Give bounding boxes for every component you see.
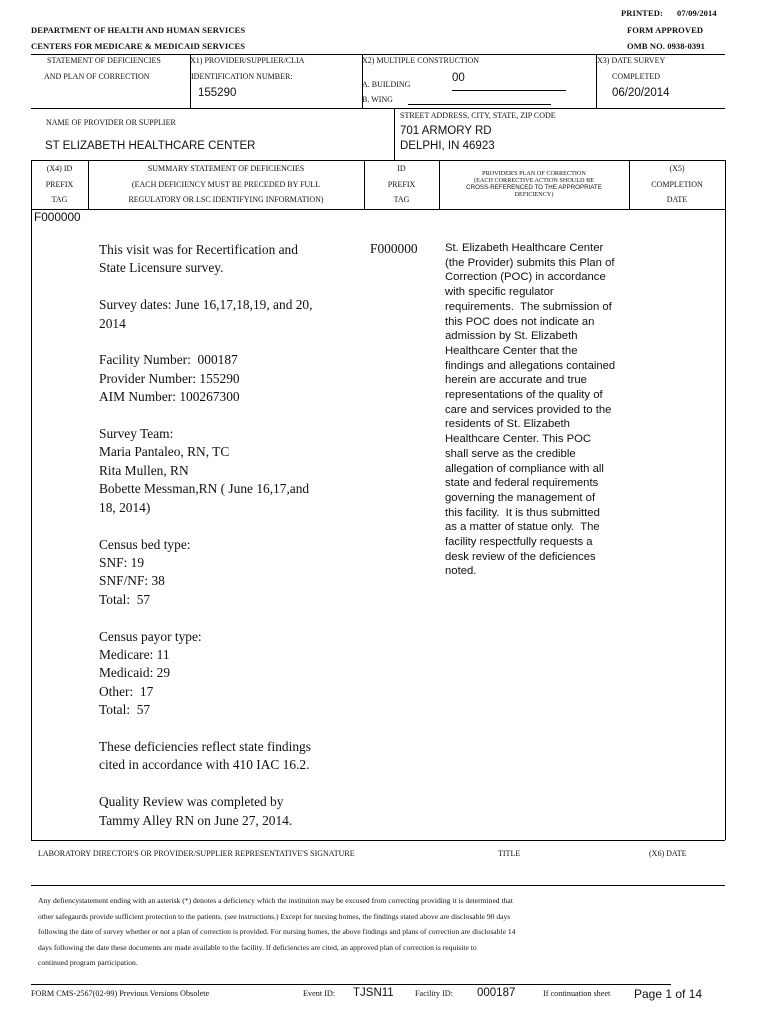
poc-line: St. Elizabeth Healthcare Center [445, 242, 604, 254]
poc-header-1: PROVIDER'S PLAN OF CORRECTION [482, 170, 586, 177]
poc-line: representations of the quality of [445, 389, 603, 402]
summary-line: This visit was for Recertification and [99, 242, 298, 257]
x3-label-2: COMPLETED [612, 72, 660, 81]
tag-right: F000000 [370, 241, 418, 256]
date-label: (X6) DATE [649, 849, 687, 858]
x5-header-3: DATE [666, 195, 688, 204]
summary-line: State Licensure survey. [99, 260, 224, 276]
poc-line: (the Provider) submits this Plan of [445, 256, 615, 269]
summary-statement [99, 241, 361, 830]
poc-line: this POC does not indicate an [445, 315, 595, 328]
poc-line: care and services provided to the [445, 403, 612, 416]
x5-header-2: COMPLETION [651, 180, 703, 189]
summary-line: Census bed type: [99, 536, 191, 552]
disclosure-notice [38, 893, 718, 971]
statement-label-1: STATEMENT OF DEFICIENCIES [47, 56, 161, 65]
summary-line [99, 278, 361, 296]
summary-line: Bobette Messman,RN ( June 16,17,and [99, 481, 310, 497]
summary-line: Facility Number: 000187 [99, 352, 238, 368]
poc-line: facility respectfully requests a [445, 536, 593, 549]
summary-line: cited in accordance with 410 IAC 16.2. [99, 757, 310, 773]
id-header-3: TAG [393, 195, 410, 204]
title-label: TITLE [498, 849, 521, 858]
poc-header-2: (EACH CORRECTIVE ACTION SHOULD BE [474, 177, 594, 184]
summary-header-3: REGULATORY OR LSC IDENTIFYING INFORMATION) [128, 195, 324, 204]
x1-label-1: X1) PROVIDER/SUPPLIER/CLIA [190, 56, 305, 65]
summary-line [99, 775, 361, 793]
summary-line: 18, 2014) [99, 499, 151, 515]
poc-line: with specific regulator [445, 286, 554, 299]
poc-line: this facility. It is thus submitted [445, 506, 600, 519]
summary-line: Survey dates: June 16,17,18,19, and 20, [99, 297, 313, 313]
poc-line: Correction (POC) in accordance [445, 271, 606, 284]
wing-label: B. WING [362, 95, 393, 104]
summary-line [99, 609, 361, 627]
statement-label-2: AND PLAN OF CORRECTION [44, 72, 150, 81]
summary-line [99, 720, 361, 738]
id-header-1: ID [397, 164, 406, 173]
x4-header-3: TAG [51, 195, 68, 204]
summary-line: Total: 57 [99, 702, 151, 718]
poc-header-3: CROSS-REFERENCED TO THE APPROPRIATE [466, 184, 602, 191]
notice-line: other safegaurds provide sufficient protection to the patients. (see instructions.) Except for nursing homes, the findings stated above are disclosable 90 days [38, 911, 511, 921]
poc-line: as a matter of statue only. The [445, 521, 600, 534]
summary-line: Census payor type: [99, 628, 202, 644]
x2-label: X2) MULTIPLE CONSTRUCTION [362, 56, 480, 65]
summary-line: Survey Team: [99, 426, 174, 442]
facility-id-value: 000187 [477, 987, 516, 999]
x3-label-1: X3) DATE SURVEY [597, 56, 666, 65]
plan-of-correction [445, 241, 630, 579]
poc-line: shall serve as the credible [445, 447, 576, 460]
summary-line: Rita Mullen, RN [99, 462, 189, 478]
page-number: Page 1 of 14 [634, 987, 703, 1001]
poc-line: admission by St. Elizabeth [445, 330, 578, 343]
summary-line: Medicaid: 29 [99, 665, 171, 681]
address-line-1: 701 ARMORY RD [400, 125, 492, 137]
survey-date-value: 06/20/2014 [612, 87, 670, 99]
signature-label: LABORATORY DIRECTOR'S OR PROVIDER/SUPPLIER REPRESENTATIVE'S SIGNATURE [38, 849, 355, 858]
summary-line: Total: 57 [99, 591, 151, 607]
printed-label: PRINTED: [621, 8, 663, 18]
notice-line: following the date of survey whether or not a plan of correction is provided. For nursing homes, the above findings and plans of correction are disclosable 14 [38, 927, 516, 936]
notice-line: continued program participation. [38, 958, 138, 967]
form-number: FORM CMS-2567(02-99) Previous Versions Obsolete [31, 989, 210, 998]
summary-line: Provider Number: 155290 [99, 370, 240, 386]
building-label: A. BUILDING [362, 80, 411, 89]
poc-line: requirements. The submission of [445, 300, 612, 313]
summary-line: Tammy Alley RN on June 27, 2014. [99, 812, 293, 828]
poc-line: governing the management of [445, 491, 596, 504]
provider-name-label: NAME OF PROVIDER OR SUPPLIER [46, 118, 176, 127]
poc-line: allegation of compliance with all [445, 462, 604, 475]
summary-line [99, 407, 361, 425]
printed-date: 07/09/2014 [677, 8, 717, 18]
omb-number: OMB NO. 0938-0391 [627, 41, 705, 51]
poc-header-4: DEFICIENCY) [514, 191, 554, 198]
address-label: STREET ADDRESS, CITY, STATE, ZIP CODE [400, 111, 556, 120]
multiple-construction-value: 00 [452, 72, 465, 84]
continuation-label: If continuation sheet [543, 989, 611, 998]
summary-line: 2014 [99, 315, 126, 331]
summary-line: Quality Review was completed by [99, 794, 284, 810]
summary-header-2: (EACH DEFICIENCY MUST BE PRECEDED BY FULL [131, 180, 321, 189]
event-id-value: TJSN11 [353, 987, 394, 999]
summary-line: Maria Pantaleo, RN, TC [99, 444, 230, 460]
poc-line: herein are accurate and true [445, 374, 587, 387]
summary-line: Medicare: 11 [99, 646, 170, 662]
poc-line: state and federal requirements [445, 477, 599, 490]
summary-line: These deficiencies reflect state findings [99, 738, 311, 754]
poc-line: Healthcare Center. This POC [445, 433, 592, 446]
x1-label-2: IDENTIFICATION NUMBER: [191, 72, 293, 81]
summary-line: AIM Number: 100267300 [99, 389, 240, 405]
tag-left: F000000 [34, 210, 81, 224]
x4-header-1: (X4) ID [46, 164, 73, 173]
event-id-label: Event ID: [303, 989, 336, 998]
poc-line: noted. [445, 565, 477, 578]
poc-line: Healthcare Center that the [445, 344, 578, 357]
form-approved: FORM APPROVED [627, 25, 704, 35]
summary-line: SNF: 19 [99, 554, 145, 570]
department-title: DEPARTMENT OF HEALTH AND HUMAN SERVICES [31, 25, 246, 35]
centers-title: CENTERS FOR MEDICARE & MEDICAID SERVICES [31, 41, 246, 51]
poc-line: findings and allegations contained [445, 359, 616, 372]
poc-line: residents of St. Elizabeth [445, 418, 570, 431]
notice-line: days following the date these documents are made available to the facility. If deficiencies are cited, an approved plan of correction is requisite to [38, 942, 477, 952]
notice-line: Any defiencystatement ending with an asterisk (*) denotes a deficiency which the institution may be excused from correcting providing it is determined that [38, 896, 513, 905]
summary-line: Other: 17 [99, 683, 154, 699]
summary-line: SNF/NF: 38 [99, 573, 165, 589]
provider-name: ST ELIZABETH HEALTHCARE CENTER [45, 140, 256, 152]
provider-id-value: 155290 [198, 87, 237, 99]
summary-line [99, 333, 361, 351]
id-header-2: PREFIX [387, 180, 416, 189]
summary-line [99, 517, 361, 535]
poc-line: desk review of the deficiences [445, 550, 596, 563]
summary-header-1: SUMMARY STATEMENT OF DEFICIENCIES [147, 164, 305, 173]
address-line-2: DELPHI, IN 46923 [400, 140, 495, 152]
x4-header-2: PREFIX [45, 180, 74, 189]
x5-header-1: (X5) [669, 164, 685, 173]
facility-id-label: Facility ID: [415, 989, 453, 998]
